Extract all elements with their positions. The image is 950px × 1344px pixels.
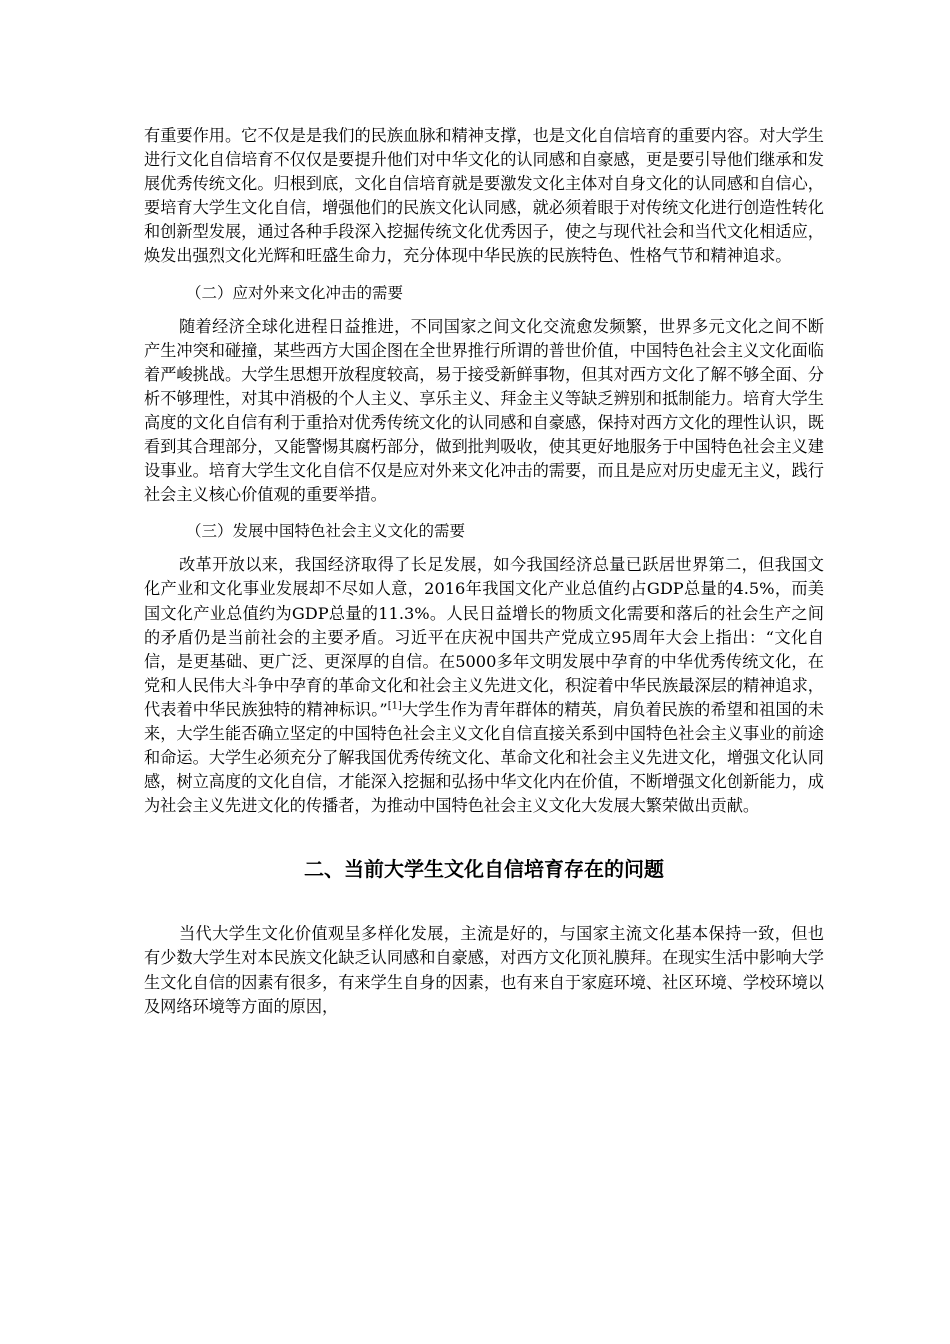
paragraph-socialist-culture-part2: 大学生作为青年群体的精英，肩负着民族的希望和祖国的未来，大学生能否确立坚定的中国特色社会主义文化自信直接关系到中国特色社会主义事业的前途和命运。大学生必须充分了解我国优秀传统文化、革命文化和社会主义先进文化，增强文化认同感，树立高度的文化自信，才能深入挖掘和弘扬中华文化内在价值，不断增强文化创新能力，成为社会主义先进文化的传播者，为推动中国特色社会主义文化大发展大繁荣做出贡献。 (144, 699, 824, 816)
document-page (144, 118, 824, 1019)
paragraph-socialist-culture (144, 553, 824, 818)
citation-reference: [1] (387, 700, 402, 712)
paragraph-foreign-culture: 随着经济全球化进程日益推进，不同国家之间文化交流愈发频繁，世界多元文化之间不断产生冲突和碰撞，某些西方大国企图在全世界推行所谓的普世价值，中国特色社会主义文化面临着严峻挑战。大学生思想开放程度较高，易于接受新鲜事物，但其对西方文化了解不够全面、分析不够理性，对其中消极的个人主义、享乐主义、拜金主义等缺乏辨别和抵制能力。培育大学生高度的文化自信有利于重拾对优秀传统文化的认同感和自豪感，保持对西方文化的理性认识，既看到其合理部分，又能警惕其腐朽部分，做到批判吸收，使其更好地服务于中国特色社会主义建设事业。培育大学生文化自信不仅是应对外来文化冲击的需要，而且是应对历史虚无主义，践行社会主义核心价值观的重要举措。 (144, 316, 824, 505)
section-title-current-problems: 二、当前大学生文化自信培育存在的问题 (304, 857, 664, 882)
paragraph-importance-continued: 有重要作用。它不仅是是我们的民族血脉和精神支撑，也是文化自信培育的重要内容。对大学生进行文化自信培育不仅仅是要提升他们对中华文化的认同感和自豪感，更是要引导他们继承和发展优秀传统文化。归根到底，文化自信培育就是要激发文化主体对自身文化的认同感和自信心，要培育大学生文化自信，增强他们的民族文化认同感，就必须着眼于对传统文化进行创造性转化和创新型发展，通过各种手段深入挖掘传统文化优秀因子，使之与现代社会和当代文化相适应，焕发出强烈文化光辉和旺盛生命力，充分体现中华民族的民族特色、性格气节和精神追求。 (144, 126, 824, 266)
subheading-socialist-culture: （三）发展中国特色社会主义文化的需要 (186, 522, 466, 541)
subheading-foreign-culture: （二）应对外来文化冲击的需要 (186, 283, 404, 302)
paragraph-current-problems: 当代大学生文化价值观呈多样化发展，主流是好的，与国家主流文化基本保持一致，但也有少数大学生对本民族文化缺乏认同感和自豪感，对西方文化顶礼膜拜。在现实生活中影响大学生文化自信的因素有很多，有来学生自身的因素，也有来自于家庭环境、社区环境、学校环境以及网络环境等方面的原因， (144, 924, 824, 1016)
paragraph-socialist-culture-part1: 改革开放以来，我国经济取得了长足发展，如今我国经济总量已跃居世界第二，但我国文化产业和文化事业发展却不尽如人意，2016年我国文化产业总值约占GDP总量的4.5%，而美国文化产业总值约为GDP总量的11.3%。人民日益增长的物质文化需要和落后的社会生产之间的矛盾仍是当前社会的主要矛盾。习近平在庆祝中国共产党成立95周年大会上指出：“文化自信，是更基础、更广泛、更深厚的自信。在5000多年文明发展中孕育的中华优秀传统文化，在党和人民伟大斗争中孕育的革命文化和社会主义先进文化，积淀着中华民族最深层的精神追求，代表着中华民族独特的精神标识。” (144, 555, 824, 719)
